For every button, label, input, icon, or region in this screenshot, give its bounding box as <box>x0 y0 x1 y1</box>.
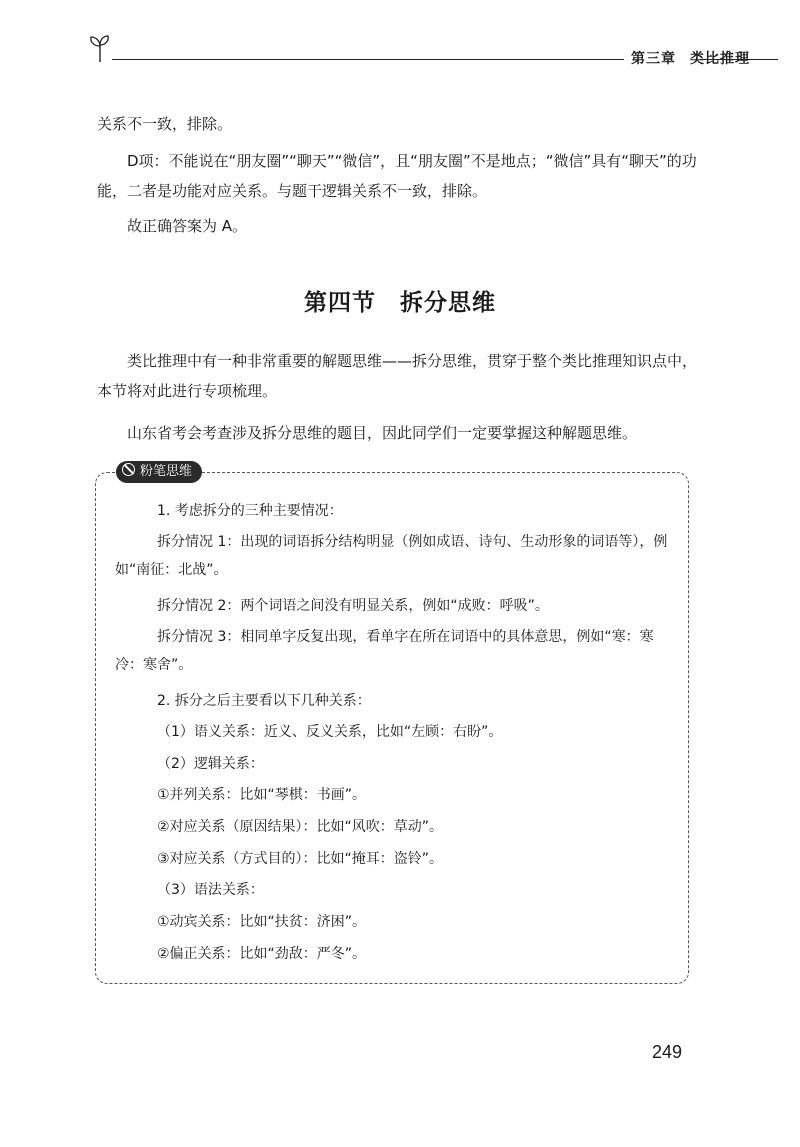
intro-paragraph: 类比推理中有一种非常重要的解题思维——拆分思维，贯穿于整个类比推理知识点中，本节将对此进行专项梳理。 <box>97 352 698 400</box>
chapter-label: 第三章 类比推理 <box>631 51 750 67</box>
header-rule <box>112 59 624 60</box>
no-entry-icon <box>122 463 135 476</box>
text-line: 关系不一致，排除。 <box>97 115 233 133</box>
answer-line: 故正确答案为 A。 <box>127 217 248 235</box>
section-title: 第四节 拆分思维 <box>304 290 496 316</box>
box-line: 1. 考虑拆分的三种主要情况： <box>157 503 343 519</box>
header-rule-right <box>700 59 778 60</box>
box-line: 拆分情况 2：两个词语之间没有明显关系，例如“成败：呼吸”。 <box>157 598 549 614</box>
box-line: ②偏正关系：比如“劲敌：严冬”。 <box>157 946 367 962</box>
box-line: ①动宾关系：比如“扶贫：济困”。 <box>157 914 367 930</box>
intro-paragraph-2: 山东省考会考查涉及拆分思维的题目，因此同学们一定要掌握这种解题思维。 <box>127 424 638 442</box>
box-line: （2）逻辑关系： <box>157 756 264 772</box>
box-line: ②对应关系（原因结果）：比如“风吹：草动”。 <box>157 819 444 835</box>
box-line: ③对应关系（方式目的）：比如“掩耳：盗铃”。 <box>157 851 444 867</box>
sprout-icon <box>88 34 112 64</box>
option-d-paragraph: D项：不能说在“朋友圈”“聊天”“微信”，且“朋友圈”不是地点；“微信”具有“聊天”的功能，二者是功能对应关系。与题干逻辑关系不一致，排除。 <box>97 152 697 200</box>
box-line: （1）语义关系：近义、反义关系，比如“左顾：右盼”。 <box>157 724 503 740</box>
box-line: 拆分情况 1：出现的词语拆分结构明显（例如成语、诗句、生动形象的词语等），例如“南征：北战”。 <box>115 534 668 578</box>
tip-box-tag: 粉笔思维 <box>116 461 202 483</box>
page-header <box>88 34 778 74</box>
page-number: 249 <box>652 1042 683 1062</box>
box-line: 2. 拆分之后主要看以下几种关系： <box>157 693 371 709</box>
box-line: （3）语法关系： <box>157 882 264 898</box>
box-line: ①并列关系：比如“琴棋：书画”。 <box>157 787 367 803</box>
box-line: 拆分情况 3：相同单字反复出现，看单字在所在词语中的具体意思，例如“寒：寒冷：寒舍”。 <box>115 629 654 673</box>
